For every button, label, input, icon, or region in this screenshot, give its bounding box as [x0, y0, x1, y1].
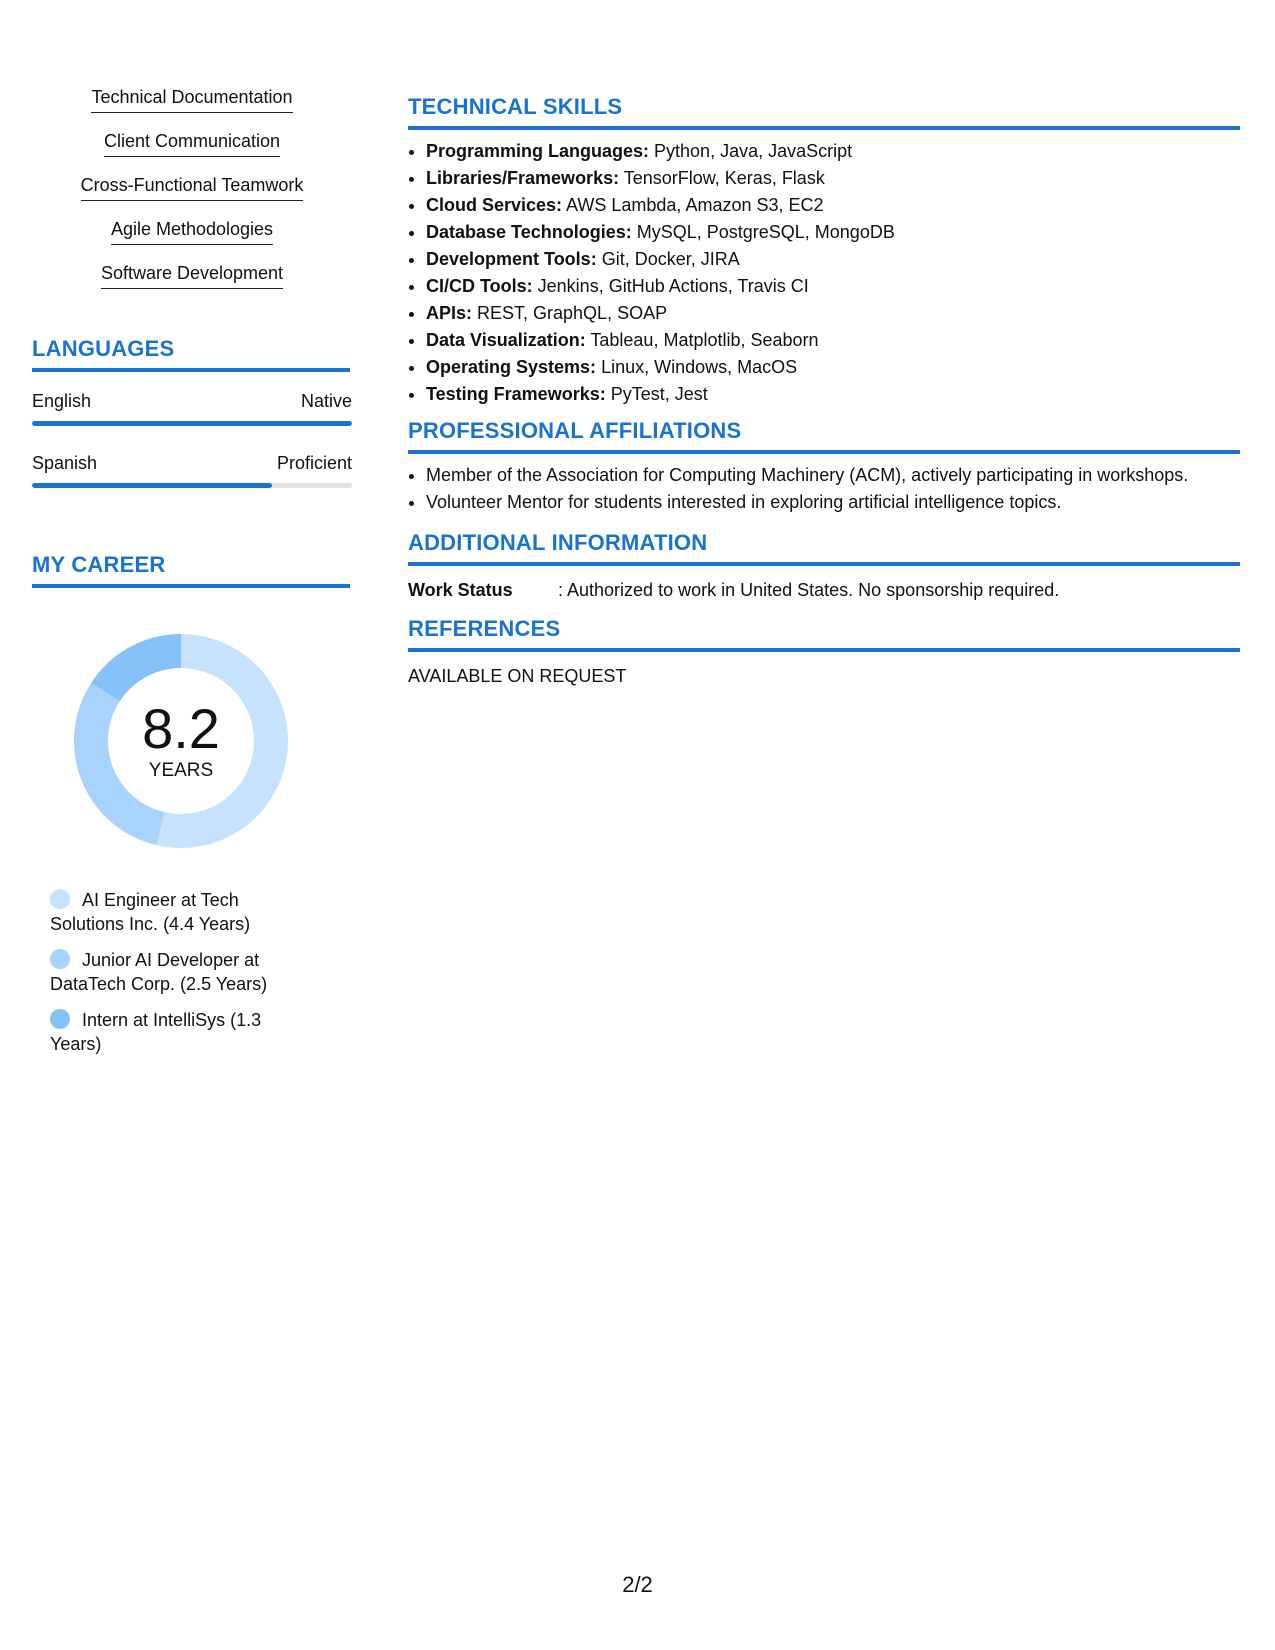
skill-tag: Agile Methodologies: [111, 218, 273, 245]
additional-section: [408, 530, 1240, 602]
technical-skill-value: TensorFlow, Keras, Flask: [619, 168, 825, 188]
technical-skill-label: Development Tools:: [426, 249, 597, 269]
technical-skills-title: TECHNICAL SKILLS: [408, 94, 1240, 130]
legend-item: [50, 948, 290, 996]
technical-skill-value: Python, Java, JavaScript: [649, 141, 853, 161]
list-item: • Member of the Association for Computing Machinery (ACM), actively participating in workshops.: [426, 462, 1240, 489]
info-key: Work Status: [408, 580, 513, 600]
technical-skill-value: MySQL, PostgreSQL, MongoDB: [631, 222, 895, 242]
technical-skill-label: Testing Frameworks:: [426, 384, 606, 404]
legend-dot: [50, 1009, 70, 1029]
technical-skill-item: [426, 165, 1240, 192]
career-title: MY CAREER: [32, 552, 350, 588]
language-bar: [32, 483, 352, 488]
technical-skill-label: Operating Systems:: [426, 357, 597, 377]
technical-skill-label: CI/CD Tools:: [426, 276, 533, 296]
additional-title: ADDITIONAL INFORMATION: [408, 530, 1240, 566]
info-value: : Authorized to work in United States. No sponsorship required.: [558, 580, 1060, 600]
technical-skill-item: [426, 219, 1240, 246]
technical-skill-item: [426, 354, 1240, 381]
technical-skill-value: PyTest, Jest: [605, 384, 708, 404]
technical-skill-label: Database Technologies:: [426, 222, 632, 242]
affiliations-title: PROFESSIONAL AFFILIATIONS: [408, 418, 1240, 454]
technical-skill-item: [426, 381, 1240, 408]
technical-skill-label: Programming Languages:: [426, 141, 650, 161]
references-section: [408, 616, 1240, 688]
legend-item: [50, 888, 290, 936]
page-number: 2/2: [622, 1572, 653, 1597]
legend-item: [50, 1008, 290, 1056]
language-item: [32, 390, 352, 426]
skill-tag: Cross-Functional Teamwork: [81, 174, 304, 201]
technical-skills-list: [408, 138, 1240, 408]
technical-skill-label: Libraries/Frameworks:: [426, 168, 620, 188]
technical-skill-item: [426, 192, 1240, 219]
skill-tag: Client Communication: [104, 130, 280, 157]
technical-skill-label: Cloud Services:: [426, 195, 563, 215]
legend-label: AI Engineer at Tech Solutions Inc. (4.4 Years): [50, 890, 251, 934]
legend-label: Intern at IntelliSys (1.3 Years): [50, 1010, 262, 1054]
affiliations-list: [408, 462, 1240, 516]
language-level: Proficient: [276, 453, 352, 473]
languages-title: LANGUAGES: [32, 336, 350, 372]
affiliations-section: [408, 418, 1240, 516]
skill-tag: Technical Documentation: [91, 86, 292, 113]
skill-tag: Software Development: [101, 262, 283, 289]
technical-skill-label: Data Visualization:: [426, 330, 586, 350]
technical-skill-value: Git, Docker, JIRA: [596, 249, 740, 269]
references-text: AVAILABLE ON REQUEST: [408, 666, 627, 686]
language-bar-fill: [32, 483, 272, 488]
technical-skill-value: REST, GraphQL, SOAP: [472, 303, 668, 323]
technical-skill-item: [426, 273, 1240, 300]
language-name: Spanish: [32, 453, 98, 473]
legend-dot: [50, 949, 70, 969]
career-donut: [66, 626, 296, 856]
technical-skill-item: [426, 327, 1240, 354]
language-level: Native: [300, 391, 352, 411]
technical-skill-value: Linux, Windows, MacOS: [596, 357, 798, 377]
info-row: [408, 578, 1240, 602]
right-column: [408, 94, 1240, 688]
list-item: • Volunteer Mentor for students interested in exploring artificial intelligence topics.: [426, 489, 1240, 516]
technical-skill-item: [426, 246, 1240, 273]
career-legend: [50, 888, 290, 1056]
left-column: [32, 86, 352, 1068]
technical-skills-section: [408, 94, 1240, 408]
language-item: [32, 452, 352, 488]
language-bar-fill: [32, 421, 352, 426]
technical-skill-item: [426, 138, 1240, 165]
technical-skill-item: [426, 300, 1240, 327]
language-bar: [32, 421, 352, 426]
legend-dot: [50, 889, 70, 909]
career-total: 8.2: [142, 697, 220, 760]
technical-skill-value: AWS Lambda, Amazon S3, EC2: [562, 195, 824, 215]
career-unit: YEARS: [148, 760, 214, 781]
languages-section: [32, 336, 352, 488]
technical-skill-label: APIs:: [426, 303, 473, 323]
soft-skills-list: [32, 86, 352, 306]
career-section: [32, 552, 352, 1056]
technical-skill-value: Tableau, Matplotlib, Seaborn: [585, 330, 819, 350]
language-name: English: [32, 391, 92, 411]
legend-label: Junior AI Developer at DataTech Corp. (2.5 Years): [50, 950, 268, 994]
technical-skill-value: Jenkins, GitHub Actions, Travis CI: [532, 276, 809, 296]
references-title: REFERENCES: [408, 616, 1240, 652]
